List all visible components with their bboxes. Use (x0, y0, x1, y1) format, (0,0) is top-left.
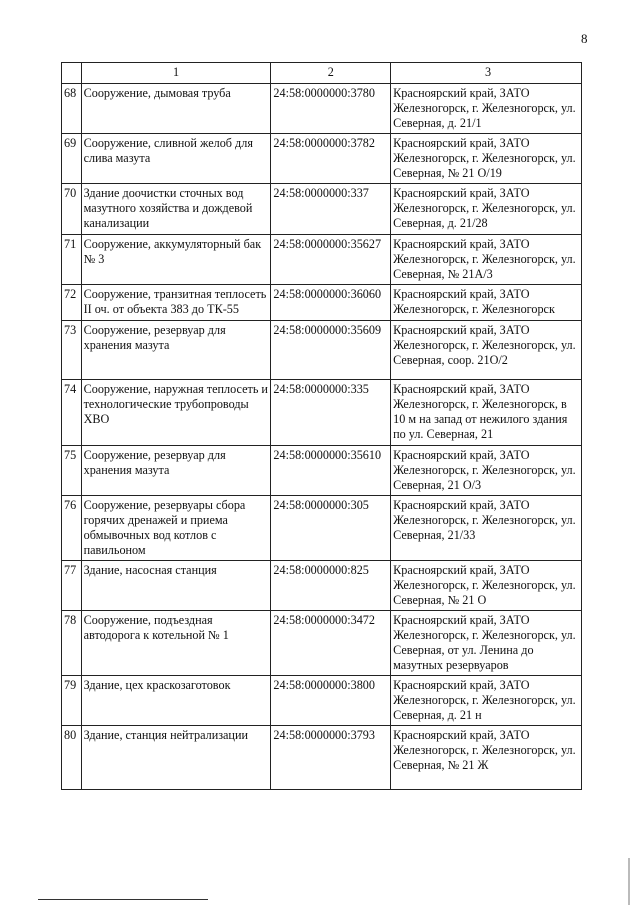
object-name: Сооружение, аккумуляторный бак № 3 (81, 235, 271, 285)
object-address: Красноярский край, ЗАТО Железногорск, г. Железногорск (391, 285, 582, 321)
object-name: Здание, насосная станция (81, 561, 271, 611)
cadastral-number: 24:58:0000000:3780 (271, 84, 391, 134)
cadastral-number: 24:58:0000000:3793 (271, 726, 391, 790)
cadastral-number: 24:58:0000000:305 (271, 496, 391, 561)
table-row (62, 321, 582, 380)
row-number: 79 (62, 676, 82, 726)
row-number: 76 (62, 496, 82, 561)
header-cell-name: 1 (81, 63, 271, 84)
property-registry-table (61, 62, 582, 790)
row-number: 68 (62, 84, 82, 134)
object-address: Красноярский край, ЗАТО Железногорск, г. Железногорск, ул. Северная, д. 21/1 (391, 84, 582, 134)
table-row (62, 496, 582, 561)
table-row (62, 611, 582, 676)
object-address: Красноярский край, ЗАТО Железногорск, г. Железногорск, ул. Северная, № 21А/3 (391, 235, 582, 285)
row-number: 78 (62, 611, 82, 676)
cadastral-number: 24:58:0000000:36060 (271, 285, 391, 321)
table-row (62, 235, 582, 285)
table-row (62, 446, 582, 496)
object-address: Красноярский край, ЗАТО Железногорск, г. Железногорск, ул. Северная, 21 О/3 (391, 446, 582, 496)
row-number: 75 (62, 446, 82, 496)
cadastral-number: 24:58:0000000:35610 (271, 446, 391, 496)
header-cell-index (62, 63, 82, 84)
row-number: 71 (62, 235, 82, 285)
table-row (62, 561, 582, 611)
row-number: 69 (62, 134, 82, 184)
object-address: Красноярский край, ЗАТО Железногорск, г. Железногорск, ул. Северная, д. 21/28 (391, 184, 582, 235)
object-address: Красноярский край, ЗАТО Железногорск, г. Железногорск, ул. Северная, № 21 О (391, 561, 582, 611)
header-row (62, 63, 582, 84)
table-row (62, 285, 582, 321)
table-row (62, 726, 582, 790)
cadastral-number: 24:58:0000000:3782 (271, 134, 391, 184)
cadastral-number: 24:58:0000000:825 (271, 561, 391, 611)
table-row (62, 84, 582, 134)
cadastral-number: 24:58:0000000:335 (271, 380, 391, 446)
table-row (62, 134, 582, 184)
header-cell-address: 3 (391, 63, 582, 84)
table-row (62, 184, 582, 235)
object-address: Красноярский край, ЗАТО Железногорск, г. Железногорск, ул. Северная, соор. 21О/2 (391, 321, 582, 380)
object-name: Сооружение, резервуар для хранения мазута (81, 321, 271, 380)
row-number: 73 (62, 321, 82, 380)
cadastral-number: 24:58:0000000:3800 (271, 676, 391, 726)
row-number: 77 (62, 561, 82, 611)
object-name: Здание, цех краскозаготовок (81, 676, 271, 726)
footer-divider (38, 899, 208, 900)
object-address: Красноярский край, ЗАТО Железногорск, г. Железногорск, ул. Северная, № 21 О/19 (391, 134, 582, 184)
object-address: Красноярский край, ЗАТО Железногорск, г. Железногорск, ул. Северная, д. 21 н (391, 676, 582, 726)
cadastral-number: 24:58:0000000:337 (271, 184, 391, 235)
object-name: Сооружение, резервуар для хранения мазута (81, 446, 271, 496)
scan-edge-mark (628, 858, 630, 905)
object-name: Сооружение, подъездная автодорога к котельной № 1 (81, 611, 271, 676)
object-name: Сооружение, дымовая труба (81, 84, 271, 134)
cadastral-number: 24:58:0000000:3472 (271, 611, 391, 676)
object-name: Сооружение, сливной желоб для слива мазута (81, 134, 271, 184)
page-number: 8 (581, 31, 588, 46)
object-name: Сооружение, транзитная теплосеть II оч. от объекта 383 до ТК-55 (81, 285, 271, 321)
object-name: Здание, станция нейтрализации (81, 726, 271, 790)
object-address: Красноярский край, ЗАТО Железногорск, г. Железногорск, ул. Северная, 21/33 (391, 496, 582, 561)
object-address: Красноярский край, ЗАТО Железногорск, г. Железногорск, ул. Северная, № 21 Ж (391, 726, 582, 790)
table-row (62, 676, 582, 726)
row-number: 74 (62, 380, 82, 446)
cadastral-number: 24:58:0000000:35609 (271, 321, 391, 380)
cadastral-number: 24:58:0000000:35627 (271, 235, 391, 285)
header-cell-cadastral: 2 (271, 63, 391, 84)
row-number: 80 (62, 726, 82, 790)
row-number: 72 (62, 285, 82, 321)
object-address: Красноярский край, ЗАТО Железногорск, г. Железногорск, ул. Северная, от ул. Ленина до мазутных резервуаров (391, 611, 582, 676)
table-row (62, 380, 582, 446)
row-number: 70 (62, 184, 82, 235)
object-name: Сооружение, наружная теплосеть и технологические трубопроводы ХВО (81, 380, 271, 446)
object-name: Сооружение, резервуары сбора горячих дренажей и приема обмывочных вод котлов с павильоном (81, 496, 271, 561)
object-name: Здание доочистки сточных вод мазутного хозяйства и дождевой канализации (81, 184, 271, 235)
object-address: Красноярский край, ЗАТО Железногорск, г. Железногорск, в 10 м на запад от нежилого здания по ул. Северная, 21 (391, 380, 582, 446)
